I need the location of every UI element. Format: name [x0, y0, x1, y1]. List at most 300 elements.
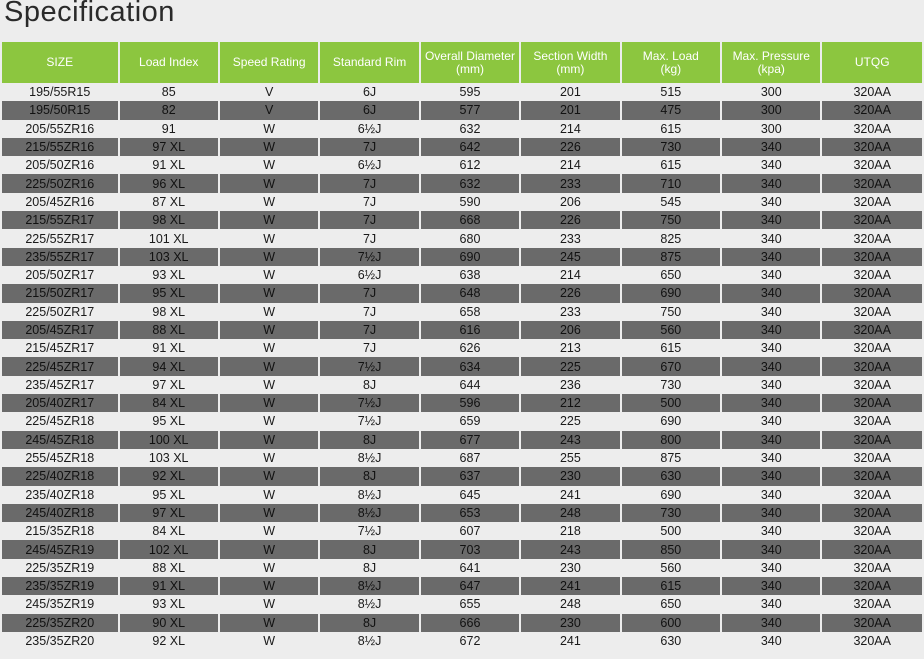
table-cell: 320AA — [822, 431, 922, 449]
table-cell: 225/40ZR18 — [2, 467, 118, 485]
table-cell: 659 — [421, 412, 519, 430]
table-cell: 245/35ZR19 — [2, 595, 118, 613]
table-row — [2, 321, 922, 339]
table-cell: 632 — [421, 120, 519, 138]
table-cell: W — [220, 211, 318, 229]
table-cell: 245/45ZR19 — [2, 540, 118, 558]
column-header — [622, 42, 720, 83]
table-cell: 655 — [421, 595, 519, 613]
table-cell: 205/40ZR17 — [2, 394, 118, 412]
table-cell: 195/55R15 — [2, 83, 118, 101]
table-cell: 8J — [320, 540, 418, 558]
table-cell: W — [220, 540, 318, 558]
table-cell: 340 — [722, 614, 820, 632]
table-cell: 340 — [722, 174, 820, 192]
table-row — [2, 83, 922, 101]
table-cell: 8J — [320, 559, 418, 577]
table-cell: 7J — [320, 303, 418, 321]
table-cell: 730 — [622, 376, 720, 394]
table-row — [2, 449, 922, 467]
table-row — [2, 595, 922, 613]
table-cell: 7½J — [320, 357, 418, 375]
table-cell: 7J — [320, 229, 418, 247]
table-cell: 320AA — [822, 486, 922, 504]
table-row — [2, 357, 922, 375]
table-cell: 703 — [421, 540, 519, 558]
table-cell: 97 XL — [120, 138, 218, 156]
table-cell: 225 — [521, 357, 619, 375]
table-cell: 98 XL — [120, 211, 218, 229]
table-cell: 236 — [521, 376, 619, 394]
table-cell: 320AA — [822, 339, 922, 357]
table-cell: 340 — [722, 193, 820, 211]
table-cell: 320AA — [822, 559, 922, 577]
table-cell: 235/40ZR18 — [2, 486, 118, 504]
table-cell: 225/50ZR16 — [2, 174, 118, 192]
table-cell: 82 — [120, 101, 218, 119]
table-cell: 670 — [622, 357, 720, 375]
table-cell: 340 — [722, 504, 820, 522]
table-cell: 8½J — [320, 486, 418, 504]
table-cell: 6½J — [320, 156, 418, 174]
table-row — [2, 614, 922, 632]
table-cell: W — [220, 559, 318, 577]
table-cell: 320AA — [822, 193, 922, 211]
table-cell: W — [220, 266, 318, 284]
table-cell: 235/35ZR20 — [2, 632, 118, 650]
table-cell: 710 — [622, 174, 720, 192]
table-cell: 320AA — [822, 174, 922, 192]
table-cell: 615 — [622, 156, 720, 174]
table-cell: 340 — [722, 412, 820, 430]
table-cell: 7J — [320, 193, 418, 211]
column-header — [120, 42, 218, 83]
table-row — [2, 412, 922, 430]
table-cell: 214 — [521, 156, 619, 174]
table-cell: 84 XL — [120, 394, 218, 412]
table-row — [2, 303, 922, 321]
table-row — [2, 101, 922, 119]
column-header-label: Load Index — [139, 55, 199, 69]
table-cell: 225/55ZR17 — [2, 229, 118, 247]
column-header-label: Section Width — [533, 48, 608, 63]
table-cell: 95 XL — [120, 486, 218, 504]
table-cell: 233 — [521, 303, 619, 321]
table-cell: 320AA — [822, 540, 922, 558]
table-cell: 102 XL — [120, 540, 218, 558]
table-cell: 225/35ZR19 — [2, 559, 118, 577]
table-cell: 677 — [421, 431, 519, 449]
table-cell: 201 — [521, 101, 619, 119]
table-cell: W — [220, 504, 318, 522]
column-header-unit: (mm) — [455, 61, 484, 76]
table-cell: 666 — [421, 614, 519, 632]
table-cell: 340 — [722, 394, 820, 412]
table-cell: 615 — [622, 120, 720, 138]
table-cell: 101 XL — [120, 229, 218, 247]
table-row — [2, 248, 922, 266]
table-cell: W — [220, 248, 318, 266]
table-cell: 8½J — [320, 504, 418, 522]
table-row — [2, 339, 922, 357]
table-cell: 626 — [421, 339, 519, 357]
table-cell: 680 — [421, 229, 519, 247]
column-header-unit: (mm) — [556, 61, 585, 76]
table-row — [2, 193, 922, 211]
table-cell: 545 — [622, 193, 720, 211]
table-cell: 641 — [421, 559, 519, 577]
table-cell: W — [220, 138, 318, 156]
table-cell: 91 XL — [120, 577, 218, 595]
table-cell: 340 — [722, 248, 820, 266]
table-cell: 340 — [722, 632, 820, 650]
table-cell: 612 — [421, 156, 519, 174]
table-cell: 94 XL — [120, 357, 218, 375]
table-cell: 90 XL — [120, 614, 218, 632]
column-header — [822, 42, 922, 83]
table-cell: 100 XL — [120, 431, 218, 449]
table-cell: 103 XL — [120, 248, 218, 266]
table-cell: 214 — [521, 266, 619, 284]
table-cell: 637 — [421, 467, 519, 485]
table-cell: 320AA — [822, 101, 922, 119]
table-cell: 7½J — [320, 412, 418, 430]
table-cell: 340 — [722, 284, 820, 302]
table-cell: 340 — [722, 357, 820, 375]
table-cell: 340 — [722, 376, 820, 394]
table-cell: 241 — [521, 486, 619, 504]
table-cell: 850 — [622, 540, 720, 558]
table-cell: 647 — [421, 577, 519, 595]
table-cell: 320AA — [822, 449, 922, 467]
table-cell: 320AA — [822, 412, 922, 430]
table-cell: 340 — [722, 211, 820, 229]
table-cell: 340 — [722, 303, 820, 321]
table-cell: 8½J — [320, 577, 418, 595]
table-cell: 320AA — [822, 357, 922, 375]
table-cell: 320AA — [822, 394, 922, 412]
table-cell: 230 — [521, 559, 619, 577]
table-cell: 340 — [722, 266, 820, 284]
table-cell: 88 XL — [120, 559, 218, 577]
column-header — [521, 42, 619, 83]
table-cell: 690 — [622, 284, 720, 302]
table-cell: 645 — [421, 486, 519, 504]
table-cell: 8J — [320, 376, 418, 394]
table-cell: 672 — [421, 632, 519, 650]
table-cell: 320AA — [822, 83, 922, 101]
table-cell: 226 — [521, 284, 619, 302]
table-cell: W — [220, 120, 318, 138]
table-cell: 215/35ZR18 — [2, 522, 118, 540]
table-cell: 320AA — [822, 467, 922, 485]
table-cell: 233 — [521, 174, 619, 192]
table-cell: 687 — [421, 449, 519, 467]
table-cell: 88 XL — [120, 321, 218, 339]
table-cell: W — [220, 449, 318, 467]
table-cell: 340 — [722, 467, 820, 485]
table-cell: 340 — [722, 321, 820, 339]
table-cell: W — [220, 614, 318, 632]
column-header-label: Standard Rim — [332, 55, 407, 69]
column-header-label: Speed Rating — [232, 55, 306, 69]
table-cell: 500 — [622, 522, 720, 540]
column-header — [320, 42, 418, 83]
table-cell: W — [220, 632, 318, 650]
table-row — [2, 120, 922, 138]
table-cell: W — [220, 321, 318, 339]
table-cell: 320AA — [822, 376, 922, 394]
table-cell: 7½J — [320, 522, 418, 540]
table-cell: 7J — [320, 321, 418, 339]
table-cell: W — [220, 156, 318, 174]
table-cell: 560 — [622, 321, 720, 339]
table-cell: 8½J — [320, 632, 418, 650]
table-cell: 205/50ZR16 — [2, 156, 118, 174]
table-row — [2, 431, 922, 449]
column-header — [2, 42, 118, 83]
table-cell: 653 — [421, 504, 519, 522]
table-cell: 320AA — [822, 504, 922, 522]
table-cell: 93 XL — [120, 266, 218, 284]
table-cell: W — [220, 577, 318, 595]
table-row — [2, 394, 922, 412]
table-cell: 7J — [320, 174, 418, 192]
table-cell: 500 — [622, 394, 720, 412]
table-cell: 340 — [722, 431, 820, 449]
table-cell: W — [220, 467, 318, 485]
table-cell: 248 — [521, 595, 619, 613]
table-cell: 226 — [521, 211, 619, 229]
table-row — [2, 540, 922, 558]
table-cell: 245/40ZR18 — [2, 504, 118, 522]
table-cell: 340 — [722, 229, 820, 247]
table-cell: W — [220, 412, 318, 430]
table-row — [2, 486, 922, 504]
table-cell: 225/45ZR18 — [2, 412, 118, 430]
table-cell: 248 — [521, 504, 619, 522]
table-cell: 7J — [320, 339, 418, 357]
table-cell: 875 — [622, 449, 720, 467]
column-header — [722, 42, 820, 83]
table-cell: 690 — [421, 248, 519, 266]
table-cell: 644 — [421, 376, 519, 394]
table-cell: 320AA — [822, 138, 922, 156]
table-row — [2, 376, 922, 394]
table-cell: 205/55ZR16 — [2, 120, 118, 138]
table-cell: 6J — [320, 83, 418, 101]
table-cell: 730 — [622, 504, 720, 522]
table-cell: 205/50ZR17 — [2, 266, 118, 284]
table-cell: 206 — [521, 321, 619, 339]
table-cell: 95 XL — [120, 412, 218, 430]
table-cell: 320AA — [822, 595, 922, 613]
table-cell: W — [220, 357, 318, 375]
table-cell: 615 — [622, 577, 720, 595]
table-cell: 690 — [622, 412, 720, 430]
table-cell: 600 — [622, 614, 720, 632]
table-cell: 241 — [521, 577, 619, 595]
table-cell: 91 — [120, 120, 218, 138]
table-cell: 630 — [622, 632, 720, 650]
spec-table — [0, 42, 924, 650]
table-cell: 245/45ZR18 — [2, 431, 118, 449]
table-cell: 225/35ZR20 — [2, 614, 118, 632]
table-cell: 320AA — [822, 120, 922, 138]
column-header-label: Max. Load — [642, 48, 699, 63]
table-cell: 340 — [722, 156, 820, 174]
page-title: Specification — [4, 0, 175, 28]
table-cell: W — [220, 229, 318, 247]
table-cell: 91 XL — [120, 339, 218, 357]
table-cell: 320AA — [822, 321, 922, 339]
table-cell: 730 — [622, 138, 720, 156]
table-cell: 340 — [722, 522, 820, 540]
table-cell: 320AA — [822, 303, 922, 321]
table-cell: 97 XL — [120, 504, 218, 522]
table-cell: 658 — [421, 303, 519, 321]
table-row — [2, 467, 922, 485]
table-cell: 515 — [622, 83, 720, 101]
column-header-label: UTQG — [854, 55, 890, 69]
table-cell: 225/50ZR17 — [2, 303, 118, 321]
column-header-label: Overall Diameter — [424, 48, 515, 63]
table-cell: 212 — [521, 394, 619, 412]
table-cell: 642 — [421, 138, 519, 156]
table-cell: 340 — [722, 339, 820, 357]
table-cell: 95 XL — [120, 284, 218, 302]
table-cell: 560 — [622, 559, 720, 577]
table-cell: 320AA — [822, 522, 922, 540]
table-cell: 214 — [521, 120, 619, 138]
table-cell: 6½J — [320, 266, 418, 284]
table-cell: 205/45ZR17 — [2, 321, 118, 339]
table-row — [2, 522, 922, 540]
table-cell: 6J — [320, 101, 418, 119]
table-cell: 340 — [722, 595, 820, 613]
table-cell: 233 — [521, 229, 619, 247]
table-cell: 225/45ZR17 — [2, 357, 118, 375]
table-cell: W — [220, 431, 318, 449]
table-cell: 320AA — [822, 577, 922, 595]
table-cell: 206 — [521, 193, 619, 211]
table-cell: 638 — [421, 266, 519, 284]
table-row — [2, 211, 922, 229]
table-row — [2, 229, 922, 247]
table-cell: 320AA — [822, 248, 922, 266]
table-body — [2, 83, 922, 650]
table-cell: 300 — [722, 120, 820, 138]
table-cell: 8J — [320, 614, 418, 632]
table-cell: 225 — [521, 412, 619, 430]
table-cell: W — [220, 376, 318, 394]
table-cell: 85 — [120, 83, 218, 101]
table-cell: 320AA — [822, 266, 922, 284]
table-cell: W — [220, 486, 318, 504]
table-cell: 650 — [622, 595, 720, 613]
table-cell: V — [220, 101, 318, 119]
table-cell: 215/55ZR16 — [2, 138, 118, 156]
table-cell: 255 — [521, 449, 619, 467]
column-header — [220, 42, 318, 83]
table-cell: 241 — [521, 632, 619, 650]
table-cell: 226 — [521, 138, 619, 156]
table-cell: 92 XL — [120, 467, 218, 485]
table-cell: 245 — [521, 248, 619, 266]
table-cell: 230 — [521, 467, 619, 485]
table-cell: 103 XL — [120, 449, 218, 467]
table-cell: 320AA — [822, 632, 922, 650]
table-cell: 230 — [521, 614, 619, 632]
table-row — [2, 632, 922, 650]
table-cell: W — [220, 595, 318, 613]
table-cell: 8J — [320, 431, 418, 449]
table-cell: 205/45ZR16 — [2, 193, 118, 211]
column-header-label: SIZE — [46, 55, 74, 69]
table-row — [2, 504, 922, 522]
table-cell: 213 — [521, 339, 619, 357]
table-row — [2, 156, 922, 174]
table-cell: 92 XL — [120, 632, 218, 650]
table-cell: 235/35ZR19 — [2, 577, 118, 595]
table-cell: 235/55ZR17 — [2, 248, 118, 266]
table-cell: 340 — [722, 449, 820, 467]
table-cell: 650 — [622, 266, 720, 284]
table-cell: 300 — [722, 101, 820, 119]
table-cell: 7J — [320, 211, 418, 229]
table-cell: 340 — [722, 138, 820, 156]
table-cell: W — [220, 174, 318, 192]
table-cell: 634 — [421, 357, 519, 375]
table-cell: 243 — [521, 431, 619, 449]
table-cell: 340 — [722, 577, 820, 595]
table-cell: 875 — [622, 248, 720, 266]
table-cell: 7½J — [320, 248, 418, 266]
table-cell: 596 — [421, 394, 519, 412]
table-cell: 320AA — [822, 229, 922, 247]
table-cell: 320AA — [822, 156, 922, 174]
table-cell: 6½J — [320, 120, 418, 138]
table-row — [2, 284, 922, 302]
table-cell: W — [220, 303, 318, 321]
table-cell: 98 XL — [120, 303, 218, 321]
table-cell: 97 XL — [120, 376, 218, 394]
column-header-label: Max. Pressure — [732, 48, 810, 63]
table-cell: 91 XL — [120, 156, 218, 174]
table-cell: 615 — [622, 339, 720, 357]
table-cell: 630 — [622, 467, 720, 485]
table-cell: 475 — [622, 101, 720, 119]
table-cell: 320AA — [822, 211, 922, 229]
table-cell: 616 — [421, 321, 519, 339]
table-cell: 96 XL — [120, 174, 218, 192]
table-cell: 607 — [421, 522, 519, 540]
column-header — [421, 42, 519, 83]
table-cell: 690 — [622, 486, 720, 504]
table-cell: 595 — [421, 83, 519, 101]
table-cell: 668 — [421, 211, 519, 229]
table-cell: 577 — [421, 101, 519, 119]
table-cell: 215/55ZR17 — [2, 211, 118, 229]
table-cell: 84 XL — [120, 522, 218, 540]
column-header-unit: (kpa) — [757, 61, 785, 76]
table-cell: 340 — [722, 540, 820, 558]
table-cell: 93 XL — [120, 595, 218, 613]
table-cell: W — [220, 193, 318, 211]
table-cell: 300 — [722, 83, 820, 101]
table-cell: 800 — [622, 431, 720, 449]
table-cell: 87 XL — [120, 193, 218, 211]
